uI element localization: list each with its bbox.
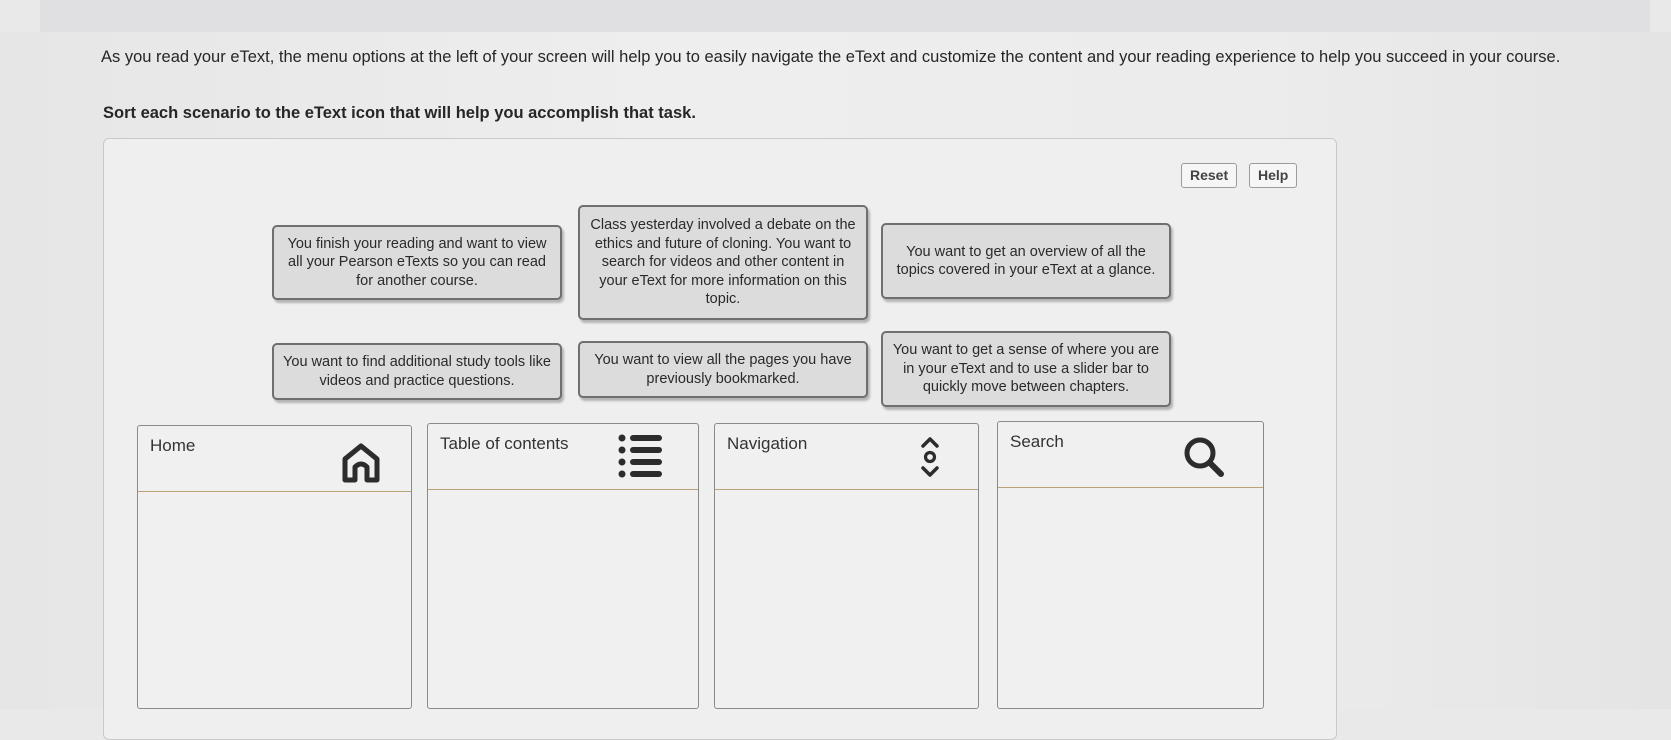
bin-title: Table of contents [440, 434, 569, 453]
bin-header [138, 426, 411, 492]
list-icon [616, 432, 666, 484]
bin-header [998, 422, 1263, 488]
navigation-icon [915, 434, 945, 480]
bin-navigation[interactable] [714, 423, 979, 709]
bin-title: Search [1010, 432, 1064, 451]
scenario-card-text: You want to view all the pages you have previously bookmarked. [594, 352, 852, 387]
bin-drop-area[interactable] [138, 493, 411, 708]
scenario-card-text: You finish your reading and want to view all your Pearson eTexts so you can read for another course. [287, 235, 547, 289]
bin-title: Home [150, 436, 196, 455]
scenario-card[interactable] [881, 331, 1171, 407]
bin-search[interactable] [997, 421, 1264, 709]
bin-title: Navigation [727, 434, 808, 453]
scenario-card-text: You want to get an overview of all the topics covered in your eText at a glance. [896, 243, 1156, 278]
bin-header [428, 424, 698, 490]
scenario-card[interactable] [272, 225, 562, 300]
scenario-card[interactable] [272, 343, 562, 400]
bin-drop-area[interactable] [715, 491, 978, 708]
bin-home[interactable] [137, 425, 412, 709]
bin-drop-area[interactable] [428, 491, 698, 708]
help-button[interactable]: Help [1249, 163, 1297, 188]
search-icon [1181, 434, 1227, 480]
scenario-card-text: You want to find additional study tools like videos and practice questions. [283, 354, 551, 389]
scenario-card[interactable] [578, 205, 868, 320]
scenario-card-text: You want to get a sense of where you are in your eText and to use a slider bar to quickly move between chapters. [892, 342, 1160, 396]
scenario-card[interactable] [578, 341, 868, 398]
bin-table-of-contents[interactable] [427, 423, 699, 709]
bin-header [715, 424, 978, 490]
bin-drop-area[interactable] [998, 489, 1263, 708]
browser-top-bar [40, 0, 1650, 33]
instruction-text: Sort each scenario to the eText icon that will help you accomplish that task. [103, 104, 696, 122]
home-icon [338, 440, 384, 486]
scenario-card[interactable] [881, 223, 1171, 299]
reset-button[interactable]: Reset [1181, 163, 1237, 188]
intro-paragraph: As you read your eText, the menu options at the left of your screen will help you to easily navigate the eText and customize the content and your reading experience to help you succeed in your course. [101, 48, 1561, 66]
scenario-card-text: Class yesterday involved a debate on the ethics and future of cloning. You want to search for videos and other content in your eText for more information on this topic. [590, 217, 856, 308]
